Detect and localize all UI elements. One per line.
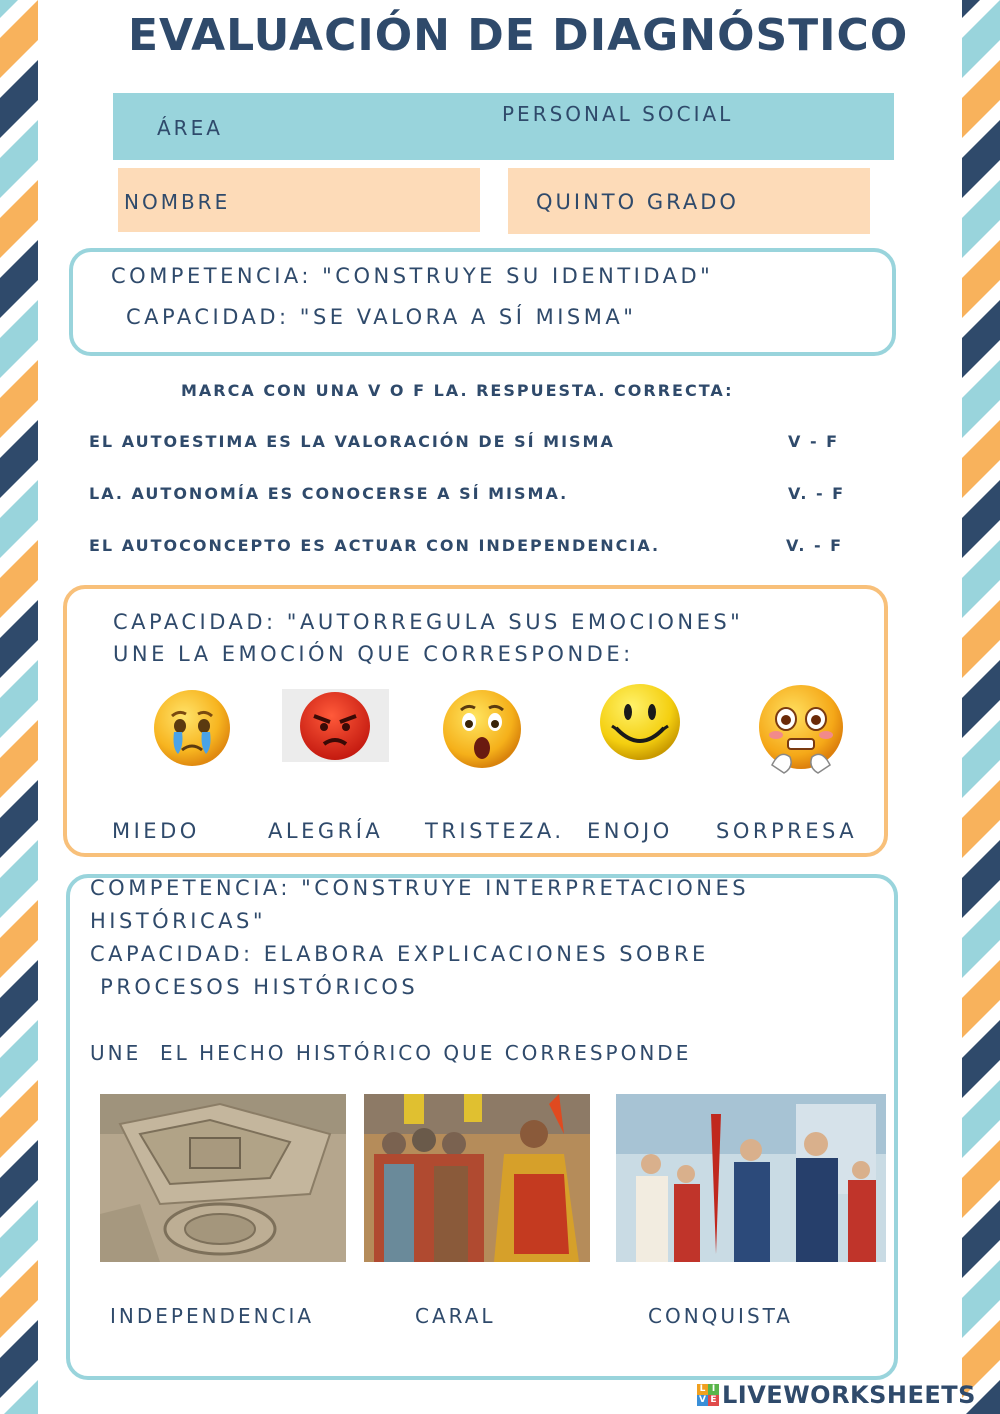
history-label-2[interactable]: CARAL — [415, 1304, 496, 1328]
truefalse-instruction: MARCA CON UNA V O F LA. RESPUESTA. CORRECTA: — [181, 381, 734, 400]
crying-face-icon[interactable] — [152, 688, 232, 768]
emotion-label-1[interactable]: MIEDO — [112, 819, 200, 843]
fearful-face-icon[interactable] — [754, 683, 848, 777]
liveworksheets-logo[interactable] — [697, 1380, 976, 1410]
capacidad-emociones: CAPACIDAD: "AUTORREGULA SUS EMOCIONES" — [113, 610, 744, 634]
emotion-label-3[interactable]: TRISTEZA. — [425, 819, 565, 843]
history-label-3[interactable]: CONQUISTA — [648, 1304, 793, 1328]
independence-painting-image[interactable] — [616, 1094, 886, 1262]
truefalse-options-2[interactable]: V. - F — [788, 484, 846, 503]
caral-ruins-image[interactable] — [100, 1094, 346, 1262]
history-instruction: UNE EL HECHO HISTÓRICO QUE CORRESPONDE — [90, 1041, 692, 1065]
left-stripe-border — [0, 0, 38, 1414]
page-title: EVALUACIÓN DE DIAGNÓSTICO — [128, 10, 909, 61]
grade-label: QUINTO GRADO — [536, 190, 739, 214]
truefalse-item-3: EL AUTOCONCEPTO ES ACTUAR CON INDEPENDENCIA. — [89, 536, 661, 555]
truefalse-options-3[interactable]: V. - F — [786, 536, 844, 555]
competencia-historia-1: COMPETENCIA: "CONSTRUYE INTERPRETACIONES — [90, 876, 750, 900]
liveworksheets-logo-icon: L I V E — [697, 1384, 719, 1406]
truefalse-item-1: EL AUTOESTIMA ES LA VALORACIÓN DE SÍ MISMA — [89, 432, 615, 451]
smiling-face-icon[interactable] — [598, 682, 682, 762]
history-label-1[interactable]: INDEPENDENCIA — [110, 1304, 315, 1328]
angry-face-icon[interactable] — [298, 690, 372, 762]
capacidad-historia-1: CAPACIDAD: ELABORA EXPLICACIONES SOBRE — [90, 942, 709, 966]
emotion-label-5[interactable]: SORPRESA — [716, 819, 858, 843]
right-stripe-border — [962, 0, 1000, 1414]
conquest-painting-image[interactable] — [364, 1094, 590, 1262]
emotion-label-2[interactable]: ALEGRÍA — [268, 819, 384, 843]
competencia-historia-2: HISTÓRICAS" — [90, 909, 266, 933]
area-label: ÁREA — [157, 116, 223, 140]
emotion-label-4[interactable]: ENOJO — [587, 819, 673, 843]
truefalse-options-1[interactable]: V - F — [788, 432, 840, 451]
truefalse-item-2: LA. AUTONOMÍA ES CONOCERSE A SÍ MISMA. — [89, 484, 569, 503]
logo-text: LIVEWORKSHEETS — [722, 1381, 976, 1409]
capacidad-valora: CAPACIDAD: "SE VALORA A SÍ MISMA" — [126, 305, 637, 329]
competencia-identity: COMPETENCIA: "CONSTRUYE SU IDENTIDAD" — [111, 264, 714, 288]
emotions-instruction: UNE LA EMOCIÓN QUE CORRESPONDE: — [113, 642, 634, 666]
capacidad-historia-2: PROCESOS HISTÓRICOS — [90, 975, 419, 999]
surprised-face-icon[interactable] — [441, 688, 523, 770]
area-value: PERSONAL SOCIAL — [502, 102, 734, 126]
name-label: NOMBRE — [124, 190, 231, 214]
